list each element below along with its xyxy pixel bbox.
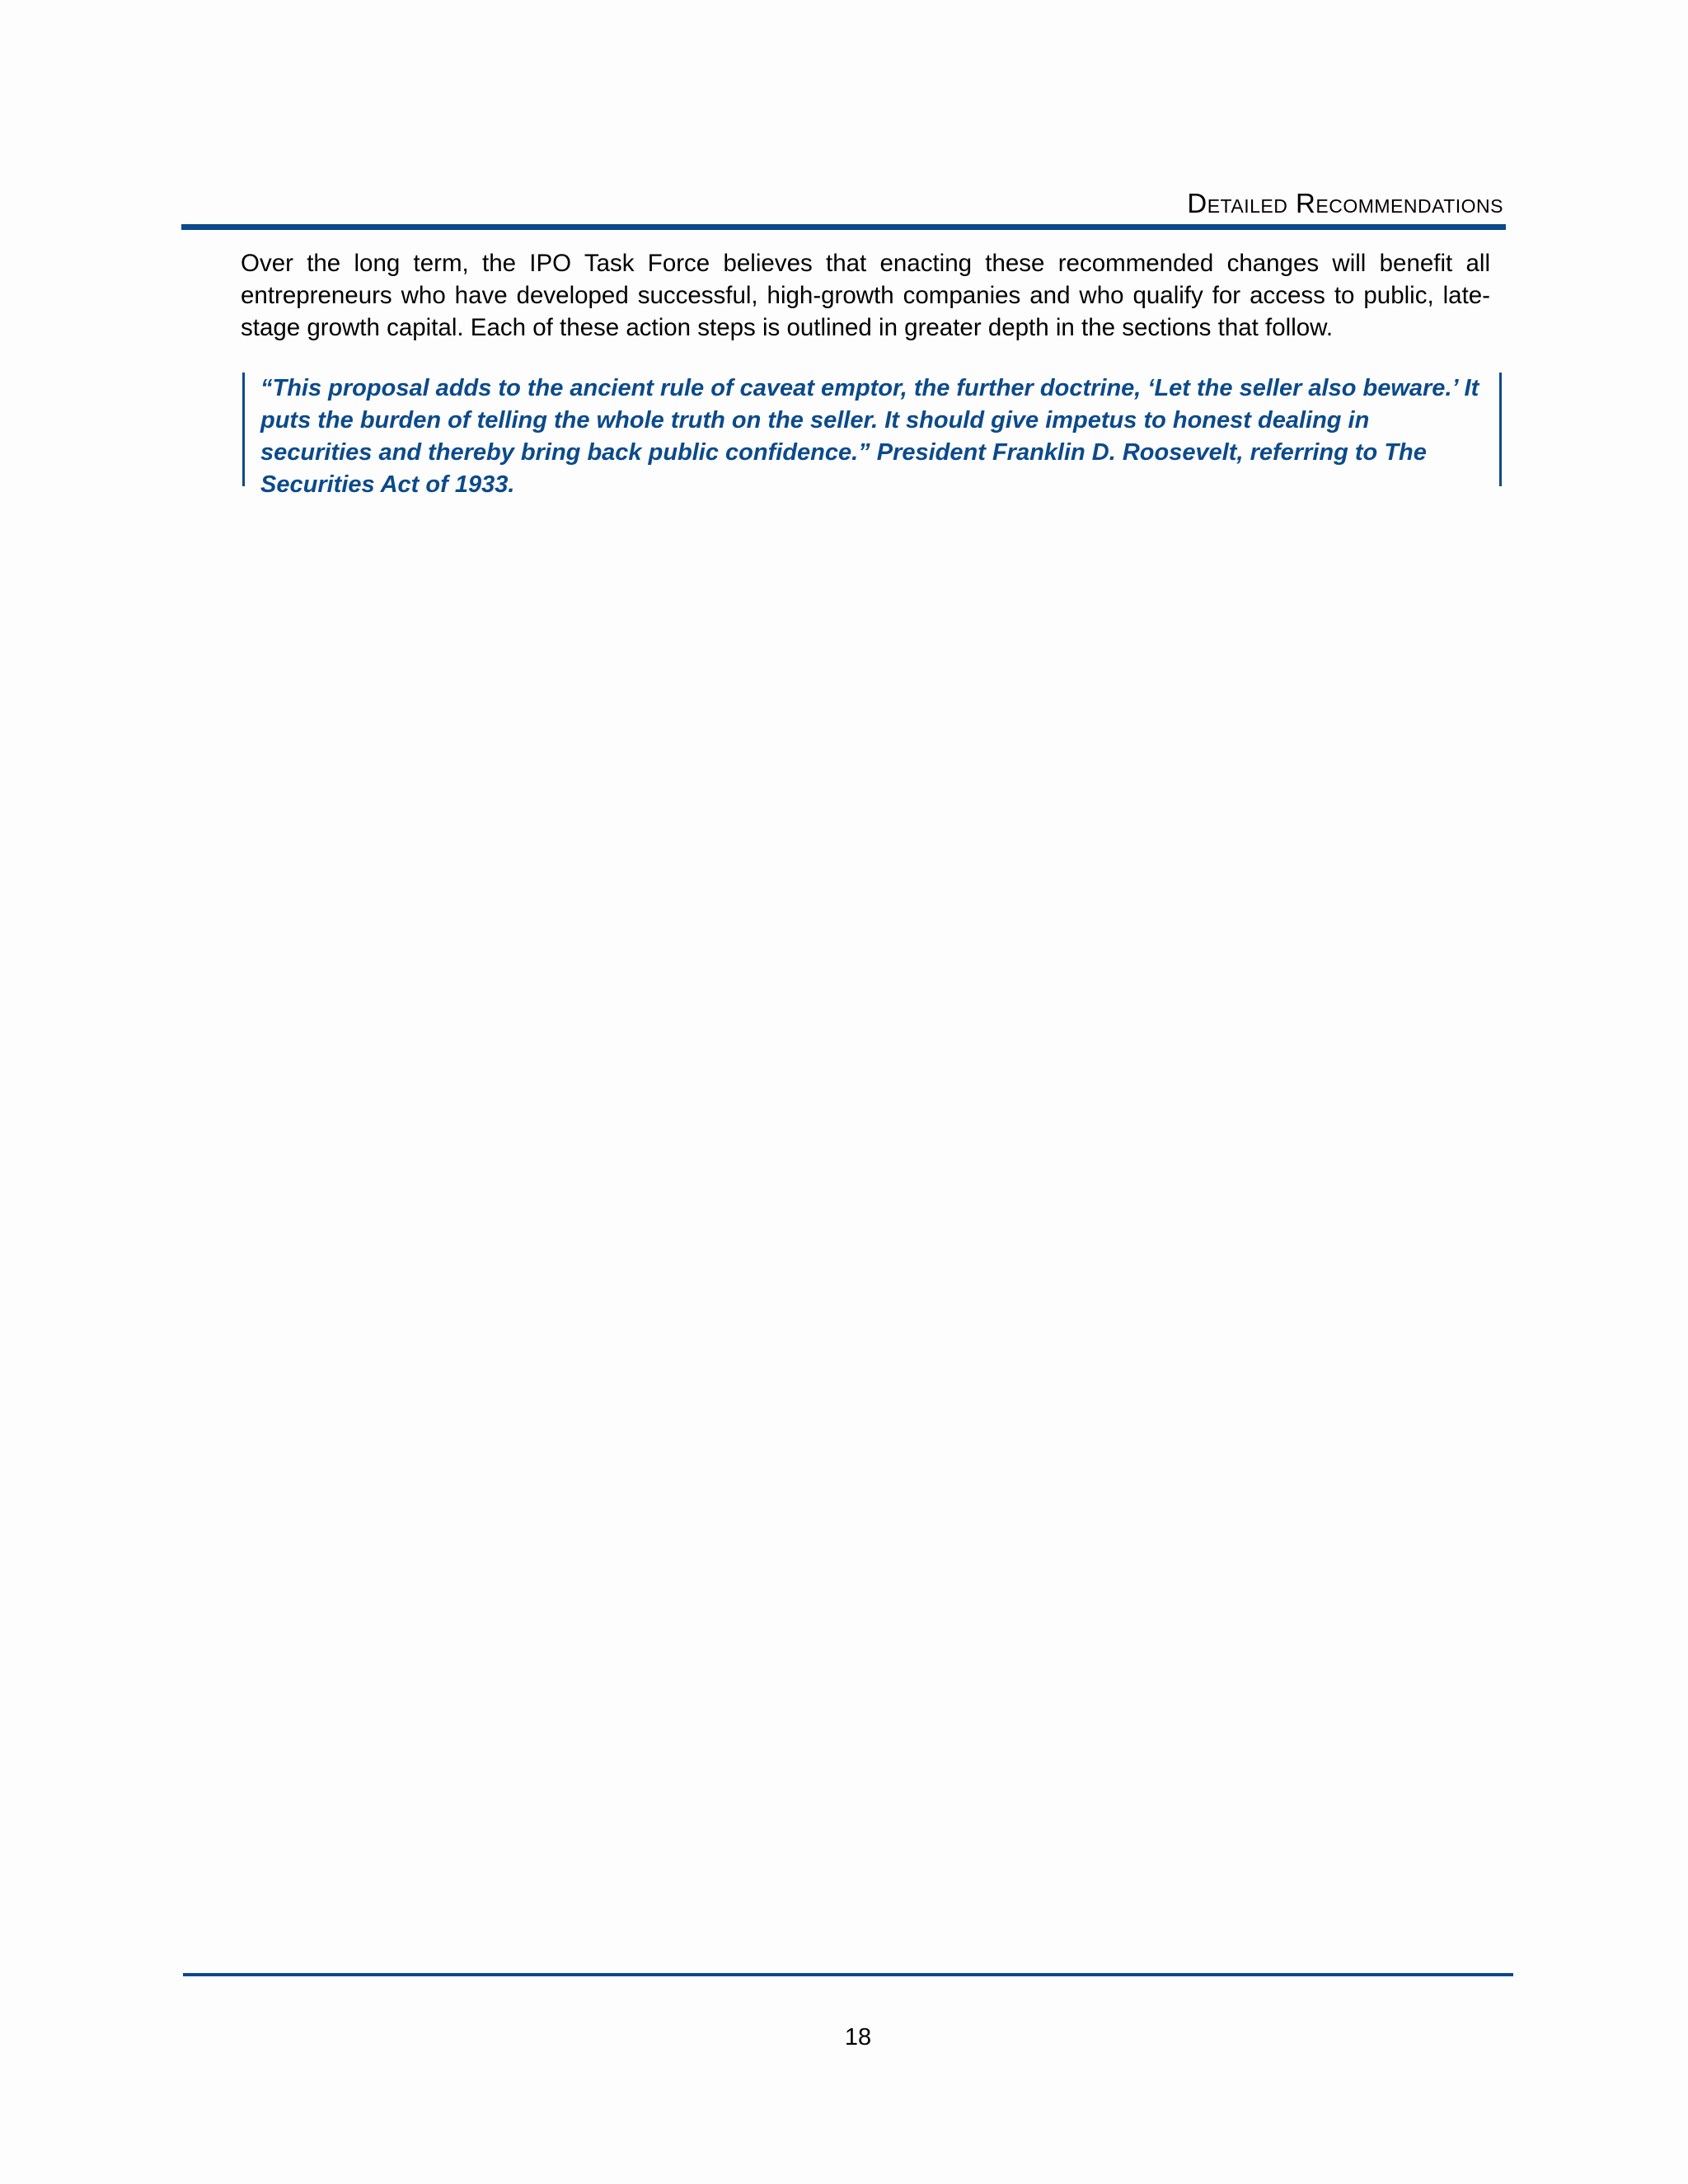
section-header-title — [1187, 188, 1503, 219]
page-number: 18 — [844, 2024, 872, 2050]
header-divider — [181, 224, 1506, 230]
footer-divider — [183, 1973, 1513, 1976]
section-header-text: Detailed Recommendations — [1187, 188, 1503, 218]
quote-text: “This proposal adds to the ancient rule of caveat emptor, the further doctrine, ‘Let the seller also beware.’ It puts the burden of telling the whole truth on the seller. It should give impetus to honest dealing in securities and thereby bring back public confidence.” President Franklin D. Roosevelt, referring to The Securities Act of 1933. — [260, 375, 1479, 498]
body-paragraph: Over the long term, the IPO Task Force believes that enacting these recommended changes will benefit all entrepreneurs who have developed successful, high-growth companies and who qualify for access to public, late-stage growth capital. Each of these action steps is outlined in greater depth in the sections that follow. — [241, 250, 1490, 341]
quote-callout — [242, 373, 1502, 498]
